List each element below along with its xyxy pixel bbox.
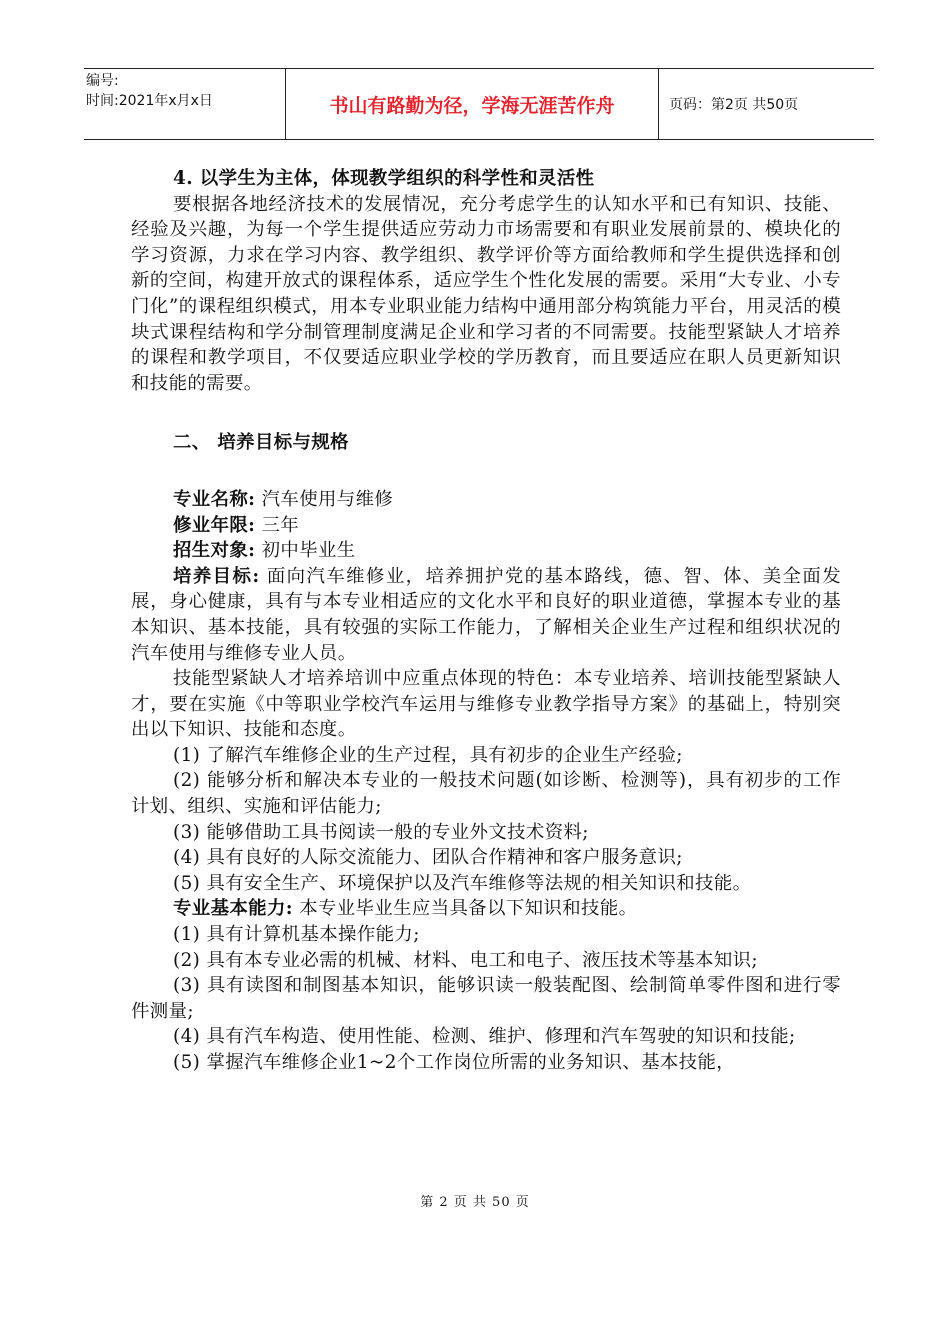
goal-label: 培养目标: bbox=[173, 565, 260, 587]
section-4-paragraph: 要根据各地经济技术的发展情况，充分考虑学生的认知水平和已有知识、技能、经验及兴趣，为每一个学生提供适应劳动力市场需要和有职业发展前景的、模块化的学习资源，力求在学习内容、教学组织、教学评价等方面给教师和学生提供选择和创新的空间，构建开放式的课程体系，适应学生个性化发展的需要。采用“大专业、小专门化”的课程组织模式，用本专业职业能力结构中通用部分构筑能力平台，用灵活的模块式课程结构和学分制管理制度满足企业和学习者的不同需要。技能型紧缺人才培养的课程和教学项目，不仅要适应职业学校的学历教育，而且要适应在职人员更新知识和技能的需要。 bbox=[131, 193, 841, 394]
feature-item: (2) 能够分析和解决本专业的一般技术问题(如诊断、检测等)，具有初步的工作计划、组织、实施和评估能力; bbox=[131, 770, 841, 818]
time-label: 时间:2021年x月x日 bbox=[86, 93, 213, 109]
ability-item: (2) 具有本专业必需的机械、材料、电工和电子、液压技术等基本知识; bbox=[173, 949, 759, 971]
ability-item: (5) 掌握汽车维修企业1~2个工作岗位所需的业务知识、基本技能， bbox=[173, 1052, 736, 1073]
basic-ability-label: 专业基本能力: bbox=[173, 898, 293, 920]
duration-label: 修业年限: bbox=[173, 514, 256, 536]
major-value: 汽车使用与维修 bbox=[261, 488, 394, 510]
goal-value: 面向汽车维修业，培养拥护党的基本路线，德、智、体、美全面发展，身心健康，具有与本专业相适应的文化水平和良好的职业道德，掌握本专业的基本知识、基本技能，具有较强的实际工作能力，了解相关企业生产过程和组织状况的汽车使用与维修专业人员。 bbox=[131, 565, 841, 664]
section-4-heading: 4. 以学生为主体，体现教学组织的科学性和灵活性 bbox=[173, 168, 595, 189]
ability-item: (4) 具有汽车构造、使用性能、检测、维护、修理和汽车驾驶的知识和技能; bbox=[173, 1026, 796, 1048]
enrollment-line bbox=[131, 538, 841, 564]
document-body bbox=[131, 166, 841, 1076]
header-page-info: 页码：第2页 共50页 bbox=[669, 97, 799, 113]
feature-item: (4) 具有良好的人际交流能力、团队合作精神和客户服务意识; bbox=[173, 847, 683, 869]
basic-ability-line bbox=[131, 896, 841, 922]
section-2-heading: 二、 培养目标与规格 bbox=[173, 432, 349, 454]
feature-item: (5) 具有安全生产、环境保护以及汽车维修等法规的相关知识和技能。 bbox=[173, 872, 752, 894]
number-label: 编号: bbox=[86, 73, 119, 89]
enrollment-label: 招生对象: bbox=[173, 540, 256, 562]
ability-item: (3) 具有读图和制图基本知识，能够识读一般装配图、绘制简单零件图和进行零件测量; bbox=[131, 975, 841, 1022]
enrollment-value: 初中毕业生 bbox=[261, 540, 356, 562]
duration-line bbox=[131, 513, 841, 539]
features-intro: 技能型紧缺人才培养培训中应重点体现的特色：本专业培养、培训技能型紧缺人才，要在实施《中等职业学校汽车运用与维修专业教学指导方案》的基础上，特别突出以下知识、技能和态度。 bbox=[131, 668, 841, 741]
ability-item: (1) 具有计算机基本操作能力; bbox=[173, 924, 420, 946]
duration-value: 三年 bbox=[261, 514, 300, 536]
major-line bbox=[131, 487, 841, 513]
page-header bbox=[84, 68, 874, 140]
basic-ability-value: 本专业毕业生应当具备以下知识和技能。 bbox=[299, 898, 638, 920]
header-meta bbox=[84, 69, 286, 139]
page-footer: 第 2 页 共 50 页 bbox=[420, 1195, 530, 1210]
feature-item: (1) 了解汽车维修企业的生产过程，具有初步的企业生产经验; bbox=[173, 744, 683, 766]
feature-item: (3) 能够借助工具书阅读一般的专业外文技术资料; bbox=[173, 821, 589, 843]
goal-paragraph bbox=[131, 564, 841, 666]
major-label: 专业名称: bbox=[173, 488, 256, 510]
header-motto: 书山有路勤为径，学海无涯苦作舟 bbox=[286, 69, 659, 139]
